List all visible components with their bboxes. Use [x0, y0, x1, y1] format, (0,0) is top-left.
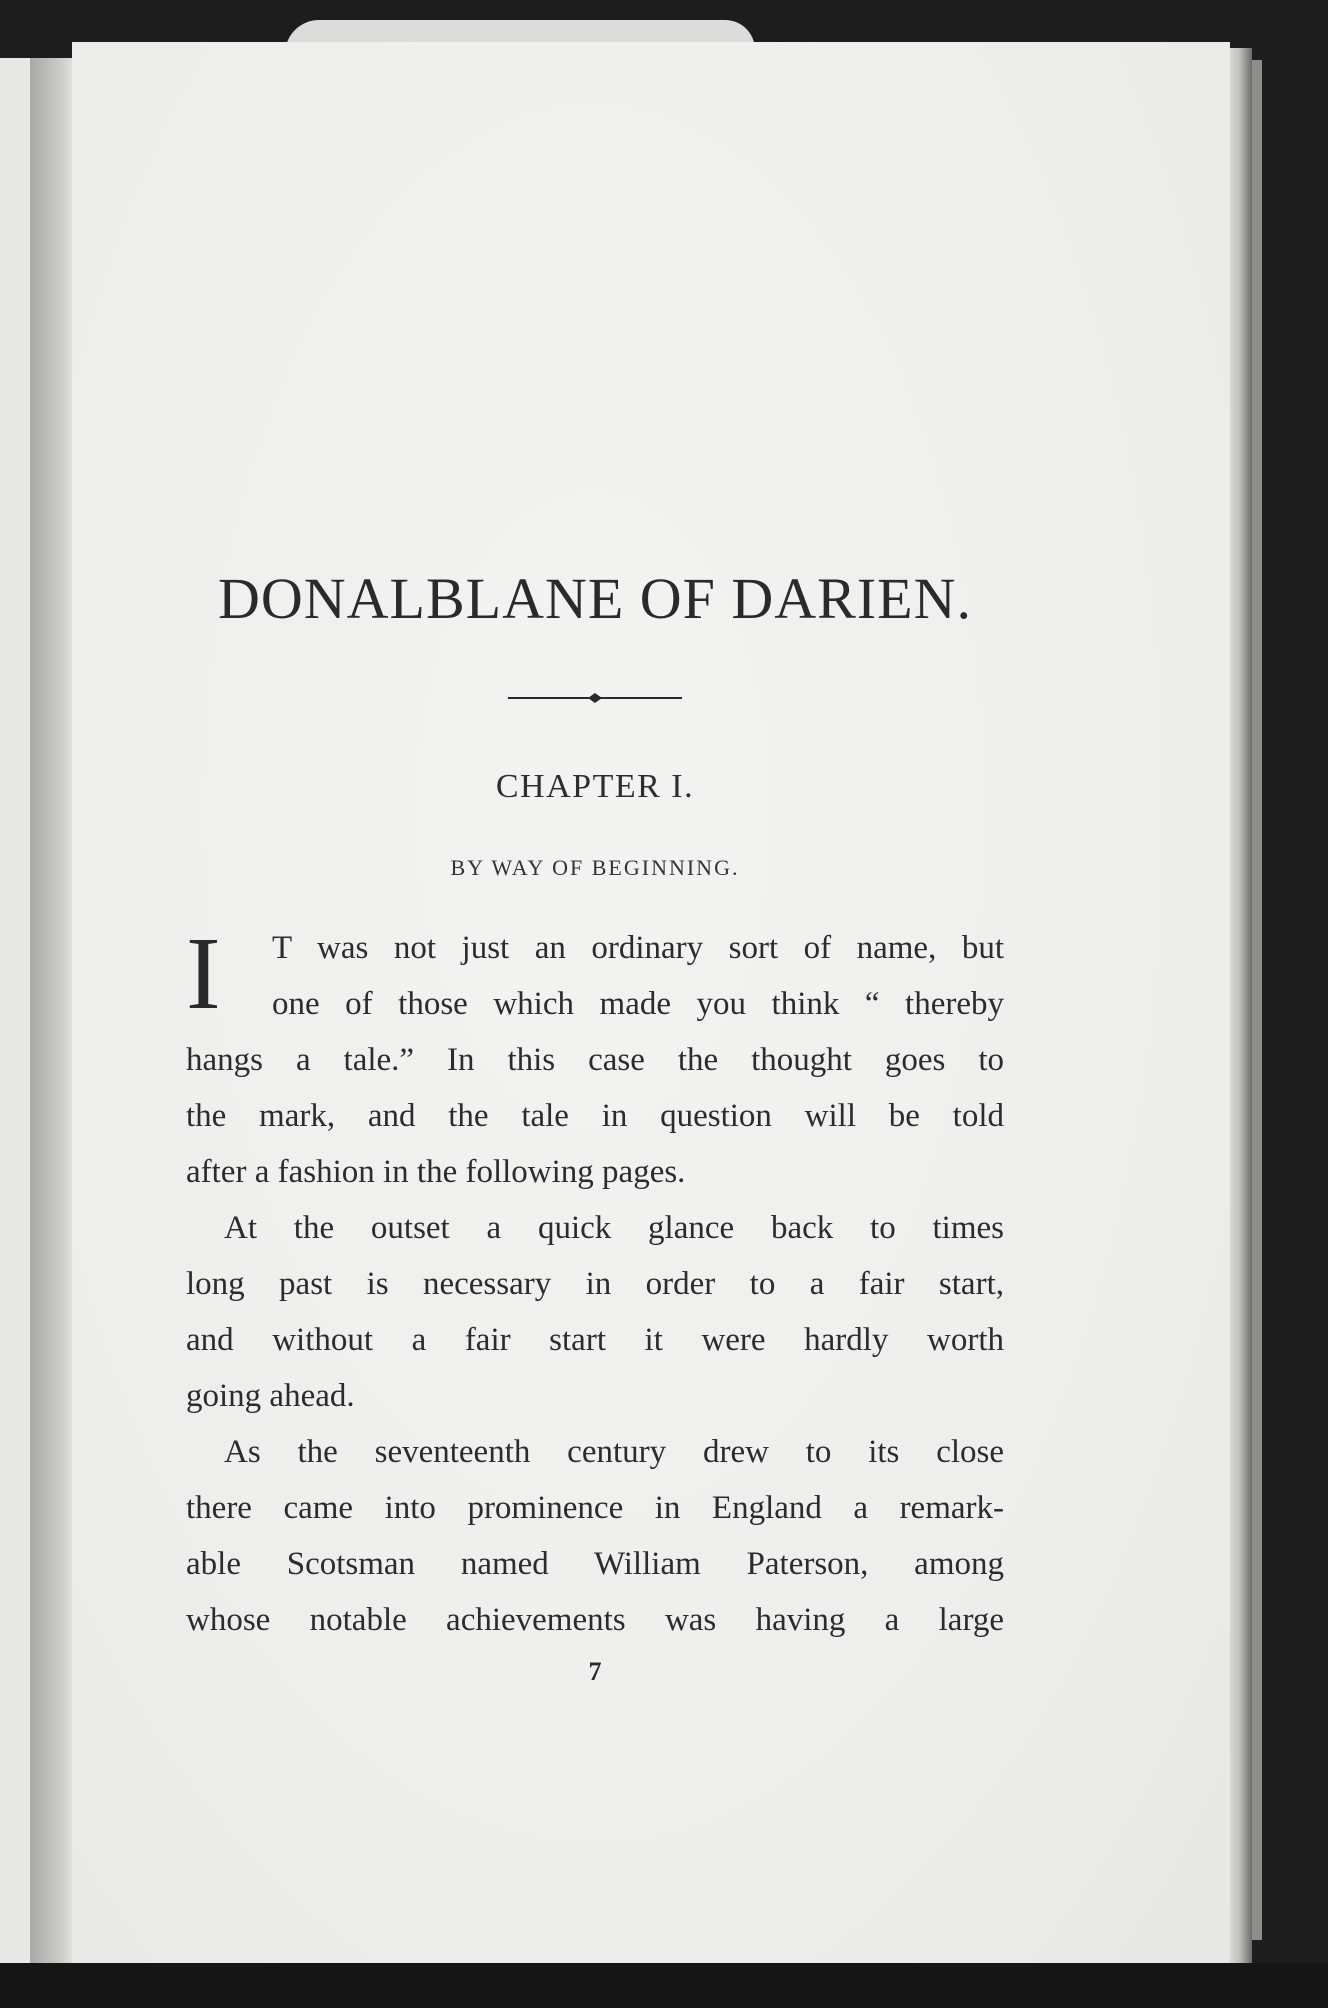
- page-number: 7: [588, 1657, 602, 1686]
- paragraph-1-opening: [186, 916, 1004, 1032]
- bottom-border: [0, 1963, 1328, 2008]
- right-page-edge: [1230, 48, 1252, 1963]
- right-page-stack: [1252, 60, 1262, 1940]
- ornament-divider: [508, 692, 682, 704]
- text-line: and without a fair start it were hardly worth: [186, 1322, 1004, 1358]
- text-line: As the seventeenth century drew to its close: [224, 1434, 1004, 1470]
- text-line: At the outset a quick glance back to times: [224, 1210, 1004, 1246]
- chapter-subtitle: BY WAY OF BEGINNING.: [450, 855, 740, 880]
- text-line: one of those which made you think “ thereby: [272, 986, 1004, 1022]
- text-line: long past is necessary in order to a fair start,: [186, 1266, 1004, 1302]
- text-line: hangs a tale.” In this case the thought goes to: [186, 1042, 1004, 1078]
- text-line: the mark, and the tale in question will be told: [186, 1098, 1004, 1134]
- text-line: there came into prominence in England a remark-: [186, 1490, 1004, 1526]
- text-line: able Scotsman named William Paterson, among: [186, 1546, 1004, 1582]
- body-text: [186, 916, 1004, 1648]
- text-line: after a fashion in the following pages.: [186, 1154, 686, 1190]
- chapter-heading: CHAPTER I.: [495, 768, 695, 805]
- book-title: DONALBLANE OF DARIEN.: [217, 566, 972, 631]
- left-page-edge: [0, 58, 30, 1963]
- text-line: going ahead.: [186, 1378, 355, 1414]
- text-line: whose notable achievements was having a large: [186, 1602, 1004, 1638]
- book-gutter: [30, 58, 72, 1963]
- drop-cap: I: [186, 916, 221, 1031]
- text-line: T was not just an ordinary sort of name, but: [272, 930, 1004, 966]
